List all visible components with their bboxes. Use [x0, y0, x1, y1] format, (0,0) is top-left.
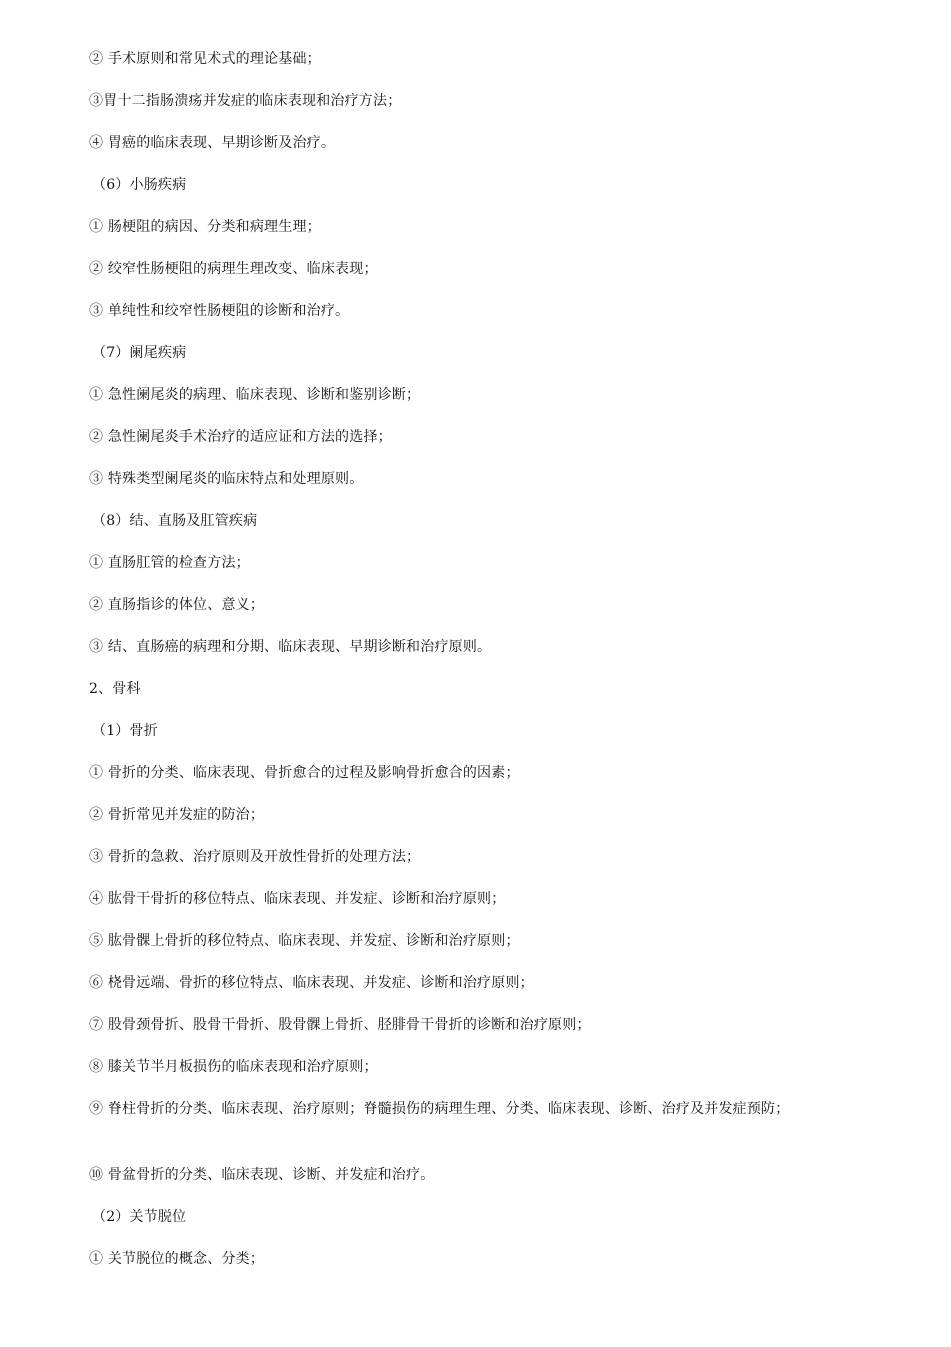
- item-fracture-classification: ① 骨折的分类、临床表现、骨折愈合的过程及影响骨折愈合的因素；: [89, 765, 520, 781]
- item-gastric-cancer: ④ 胃癌的临床表现、早期诊断及治疗。: [89, 135, 336, 151]
- item-digital-rectal-exam: ② 直肠指诊的体位、意义；: [89, 597, 265, 613]
- item-appendicitis-surgery: ② 急性阑尾炎手术治疗的适应证和方法的选择；: [89, 429, 392, 445]
- item-distal-radius: ⑥ 桡骨远端、骨折的移位特点、临床表现、并发症、诊断和治疗原则；: [89, 975, 534, 991]
- heading-fracture: （1）骨折: [92, 723, 158, 739]
- item-femur-tibia: ⑦ 股骨颈骨折、股骨干骨折、股骨髁上骨折、胫腓骨干骨折的诊断和治疗原则；: [89, 1017, 591, 1033]
- item-pelvic-fracture: ⑩ 骨盆骨折的分类、临床表现、诊断、并发症和治疗。: [89, 1167, 435, 1183]
- item-appendicitis-pathology: ① 急性阑尾炎的病理、临床表现、诊断和鉴别诊断；: [89, 387, 421, 403]
- item-obstruction-causes: ① 肠梗阻的病因、分类和病理生理；: [89, 219, 321, 235]
- heading-dislocation: （2）关节脱位: [92, 1209, 187, 1225]
- item-fracture-first-aid: ③ 骨折的急救、治疗原则及开放性骨折的处理方法；: [89, 849, 421, 865]
- item-strangulated-obstruction: ② 绞窄性肠梗阻的病理生理改变、临床表现；: [89, 261, 378, 277]
- item-humeral-shaft: ④ 肱骨干骨折的移位特点、临床表现、并发症、诊断和治疗原则；: [89, 891, 506, 907]
- item-ulcer-complications: ③胃十二指肠溃疡并发症的临床表现和治疗方法；: [89, 93, 402, 109]
- heading-small-intestine: （6）小肠疾病: [92, 177, 187, 193]
- item-special-appendicitis: ③ 特殊类型阑尾炎的临床特点和处理原则。: [89, 471, 364, 487]
- heading-colorectal: （8）结、直肠及肛管疾病: [92, 513, 258, 529]
- item-anorectal-exam: ① 直肠肛管的检查方法；: [89, 555, 250, 571]
- heading-appendix: （7）阑尾疾病: [92, 345, 187, 361]
- item-surgery-principles: ② 手术原则和常见术式的理论基础；: [89, 51, 321, 67]
- section-orthopedics: 2、骨科: [89, 681, 141, 697]
- item-fracture-complications: ② 骨折常见并发症的防治；: [89, 807, 265, 823]
- item-meniscus: ⑧ 膝关节半月板损伤的临床表现和治疗原则；: [89, 1059, 378, 1075]
- item-obstruction-diagnosis: ③ 单纯性和绞窄性肠梗阻的诊断和治疗。: [89, 303, 350, 319]
- item-colorectal-cancer: ③ 结、直肠癌的病理和分期、临床表现、早期诊断和治疗原则。: [89, 639, 492, 655]
- item-dislocation-concept: ① 关节脱位的概念、分类；: [89, 1251, 265, 1267]
- item-spinal-fracture: ⑨ 脊柱骨折的分类、临床表现、治疗原则；脊髓损伤的病理生理、分类、临床表现、诊断、治疗及并发症预防；: [89, 1101, 790, 1117]
- item-supracondylar-humerus: ⑤ 肱骨髁上骨折的移位特点、临床表现、并发症、诊断和治疗原则；: [89, 933, 520, 949]
